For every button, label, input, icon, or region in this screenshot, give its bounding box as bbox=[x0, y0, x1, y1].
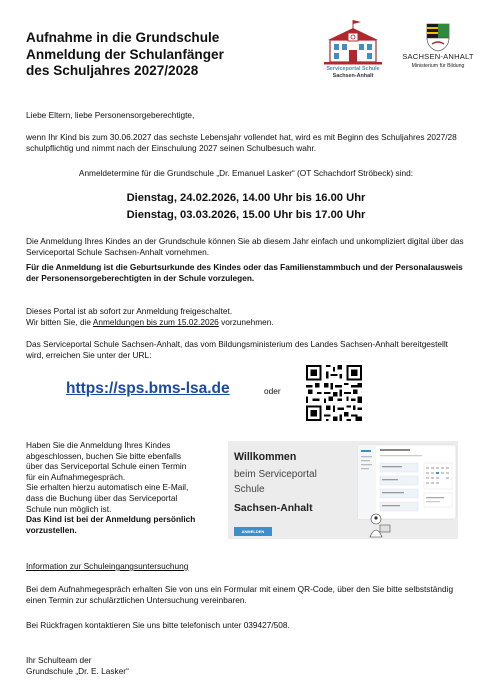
coat-of-arms-icon bbox=[400, 22, 476, 52]
deadline-pre: Wir bitten Sie, die bbox=[26, 317, 93, 327]
booking-line-2: abgeschlossen, buchen Sie bitte ebenfalls bbox=[26, 450, 181, 461]
booking-info bbox=[26, 440, 226, 535]
dates-intro: Anmeldetermine für die Grundschule „Dr. Emanuel Lasker“ (OT Schachdorf Ströbeck) sind: bbox=[78, 168, 414, 178]
greeting: Liebe Eltern, liebe Personensorgeberechtigte, bbox=[26, 110, 195, 120]
title-line-1: Aufnahme in die Grundschule bbox=[26, 30, 220, 45]
qr-code-icon[interactable] bbox=[306, 365, 362, 421]
portal-welcome-line3: Schule bbox=[234, 484, 265, 495]
title-line-3: des Schuljahres 2027/2028 bbox=[26, 63, 199, 78]
portal-screenshot bbox=[228, 441, 458, 539]
intro-paragraph: wenn Ihr Kind bis zum 30.06.2027 das sechste Lebensjahr vollendet hat, wird es mit Beginn des Schuljahres 2027/28 schulpflichtig und nimmt nach der Einschulung 2027 seinen Schulbesuch wahr. bbox=[26, 132, 457, 153]
serviceportal-logo-line2: Sachsen-Anhalt bbox=[332, 73, 374, 79]
booking-line-1: Haben Sie die Anmeldung Ihres Kindes bbox=[26, 440, 171, 450]
portal-welcome-line4: Sachsen-Anhalt bbox=[234, 503, 313, 514]
documents-required: Für die Anmeldung ist die Geburtsurkunde des Kindes oder das Familienstammbuch und der Personalausweis der Personensorgeberechtigten in der Schule vorzulegen. bbox=[26, 262, 463, 283]
portal-login-button: ANMELDEN bbox=[234, 527, 272, 536]
signature-line-1: Ihr Schulteam der bbox=[26, 655, 92, 665]
info-paragraph: Bei dem Aufnahmegespräch erhalten Sie von uns ein Formular mit einem QR-Code, über den Sie bitte selbstständig einen Termin zur schulärztlichen Untersuchung vereinbaren. bbox=[26, 584, 454, 605]
deadline-post: vorzunehmen. bbox=[218, 317, 274, 327]
booking-line-3: über das Serviceportal Schule einen Termin bbox=[26, 461, 187, 472]
document-title bbox=[26, 30, 286, 80]
booking-bold-line-2: vorzustellen. bbox=[26, 524, 77, 535]
appointment-date-1: Dienstag, 24.02.2026, 14.00 Uhr bis 16.00 Uhr bbox=[126, 192, 366, 204]
booking-line-4: für ein Aufnahmegespräch. bbox=[26, 471, 126, 482]
portal-welcome-line2: beim Serviceportal bbox=[234, 469, 317, 480]
appointment-dates bbox=[26, 190, 466, 224]
portal-welcome: Willkommen bbox=[234, 451, 297, 463]
ministry-name: Ministerium für Bildung bbox=[411, 63, 465, 69]
booking-line-7: Schule nun möglich ist. bbox=[26, 503, 112, 514]
school-building-icon bbox=[314, 18, 392, 66]
registration-info: Die Anmeldung Ihres Kindes an der Grundschule können Sie ab diesem Jahr einfach und unkompliziert digital über das Serviceportal Schule Sachsen-Anhalt vornehmen. bbox=[26, 236, 464, 257]
booking-bold-line-1: Das Kind ist bei der Anmeldung persönlich bbox=[26, 514, 196, 525]
signature-line-2: Grundschule „Dr. E. Lasker“ bbox=[26, 666, 129, 676]
sachsen-anhalt-name: SACHSEN-ANHALT bbox=[402, 52, 474, 61]
booking-line-5: Sie erhalten hierzu automatisch eine E-Mail, bbox=[26, 482, 189, 493]
info-heading: Information zur Schuleingangsuntersuchung bbox=[26, 561, 189, 571]
deadline-date: Anmeldungen bis zum 15.02.2026 bbox=[92, 317, 219, 327]
oder-text: oder bbox=[264, 386, 281, 396]
title-line-2: Anmeldung der Schulanfänger bbox=[26, 46, 224, 62]
deadline-paragraph bbox=[26, 317, 466, 328]
portal-open: Dieses Portal ist ab sofort zur Anmeldung freigeschaltet. bbox=[26, 306, 233, 316]
appointment-date-2: Dienstag, 03.03.2026, 15.00 Uhr bis 17.00 Uhr bbox=[126, 209, 366, 221]
sachsen-anhalt-logo bbox=[400, 22, 476, 78]
contact-paragraph: Bei Rückfragen kontaktieren Sie uns bitte telefonisch unter 039427/508. bbox=[26, 620, 290, 630]
serviceportal-logo-line1: Serviceportal Schule bbox=[326, 66, 380, 72]
booking-line-6: dass die Buchung über das Serviceportal bbox=[26, 492, 178, 503]
portal-url-link[interactable]: https://sps.bms-lsa.de bbox=[66, 380, 230, 397]
portal-ui-mockup-icon bbox=[354, 441, 458, 539]
serviceportal-logo bbox=[314, 18, 392, 80]
portal-url-info: Das Serviceportal Schule Sachsen-Anhalt, das vom Bildungsministerium des Landes Sachsen-Anhalt bereitgestellt wird, erreichen Sie unter der URL: bbox=[26, 339, 448, 360]
